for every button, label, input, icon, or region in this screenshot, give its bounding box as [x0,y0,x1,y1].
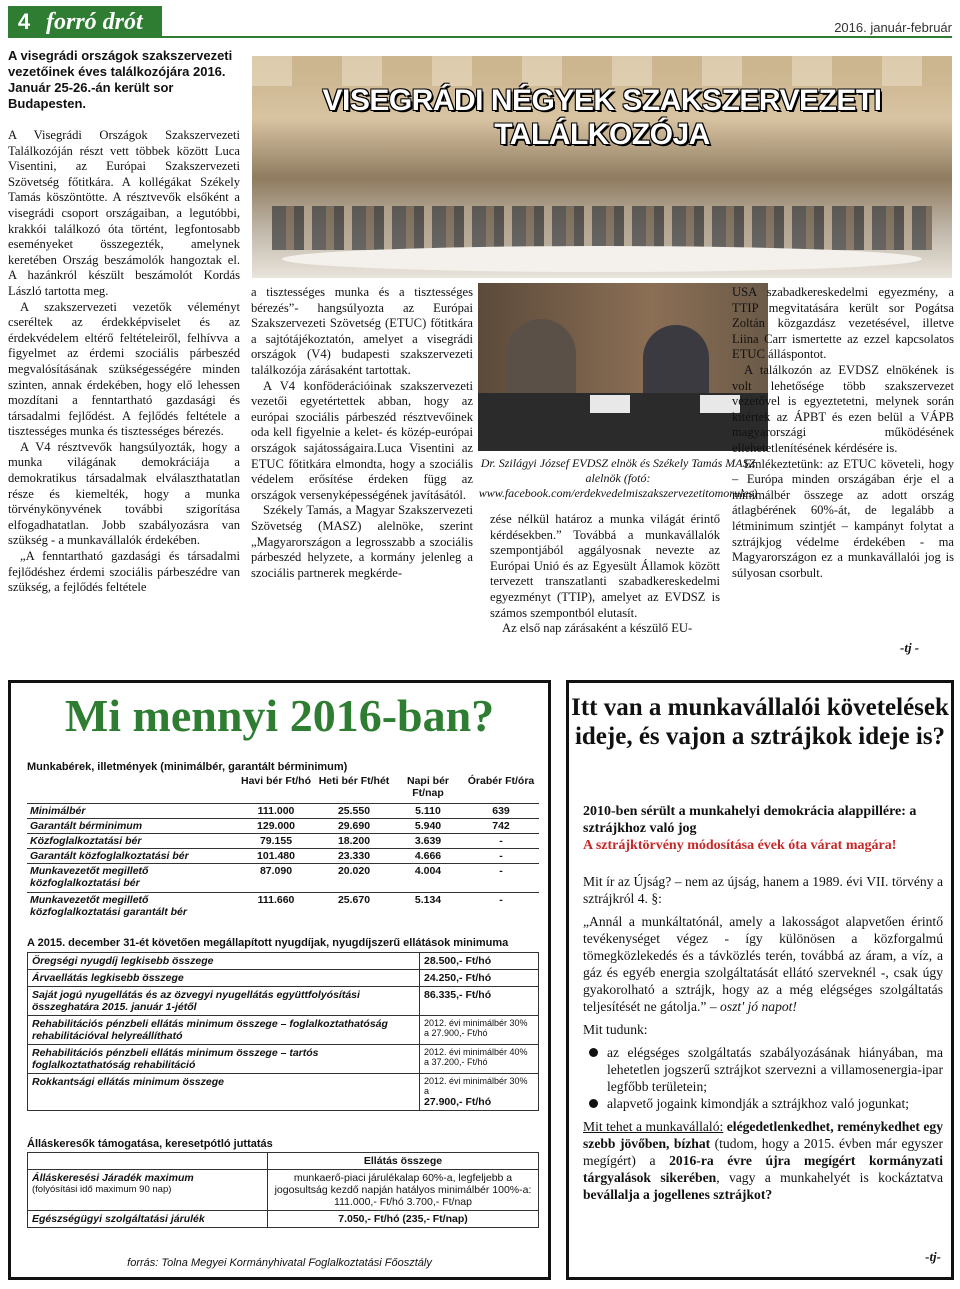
photo-caption: Dr. Szilágyi József EVDSZ elnök és Székely Tamás MASZ alelnök (fotó: www.facebook.com/erdekvedelmiszakszervezetitomorules) [478,456,758,500]
paragraph [583,1118,943,1203]
portrait-photo [478,283,768,451]
photo-lamps [252,56,952,86]
cell-value: 86.335,- Ft/hó [424,989,492,1001]
cell [420,953,538,969]
bold-text: bevállalja a jogellenes sztrájkot? [583,1187,773,1202]
pension-table-title: A 2015. december 31-ét követően megállapított nyugdíjak, nyugdíjszerű ellátások minimuma [27,937,509,949]
table-row [27,818,539,833]
text: , vagy a munkahelyét is kockáztatva [716,1170,943,1185]
paragraph: Mit ír az Újság? – nem az újság, hanem a 1989. évi VII. törvény a sztrájkról 4. §: [583,874,943,906]
meeting-photo [252,56,952,278]
paragraph: Mit tudunk: [583,1022,648,1037]
cell-value: 24.250,- Ft/hó [424,972,492,984]
wages-table-title: Munkabérek, illetmények (minimálbér, garantált bérminimum) [27,761,348,773]
cell [420,987,538,1015]
paragraph: Emlékeztetünk: az ETUC követeli, hogy – Európa minden országában érje el a minimálbér összege az adott ország átlagbérének 60%-át, de legalább a létminimum szintjét – kampányt folytat a sztrájkjog védelme érdekében - ma Magyarországon ez a munkavállalói jog is súlyosan csorbult. [732,456,954,580]
table-row [27,863,539,892]
underlined-text: Mit tehet a munkavállaló: [583,1119,724,1134]
quote-paragraph [583,913,943,1015]
subtitle-red: A sztrájktörvény módosítása évek óta várat magára! [583,838,897,853]
cell: 639 [492,805,510,817]
header-cell: Órabér Ft/óra [467,775,535,787]
article-column-4 [732,285,954,581]
cell: 23.330 [337,850,371,862]
cell-value: 27.900,- Ft/hó [424,1096,492,1108]
table-row [27,969,539,986]
cell: - [499,865,503,877]
strike-box [566,680,954,1280]
row-label: Munkavezetőt megillető közfoglalkoztatási garantált bér [30,894,187,918]
cell: munkaerő-piaci járulékalap 60%-a, legfeljebb a jogosultság kezdő napján hatályos minimálbér 100%-a: 111.000,- Ft/hó 3.700,- Ft/nap [274,1172,532,1208]
cell: 7.050,- Ft/hó (235,- Ft/nap) [338,1213,468,1225]
quote: „Annál a munkáltatónál, amely a lakosságot alapvetően érintő tevékenységet végez - így különösen a közforgalmú tömegközlekedés és a távközlés terén, továbbá az áram, a víz, a gáz és egyéb energia szolgáltatását ellátó szerveknél -, csak úgy gyakorolható a sztrájk, hogy az a még elégséges szolgáltatás teljesítését ne gátolja.” [583,914,943,1014]
quote-tail: – oszt' jó napot! [709,999,797,1014]
cell: 5.940 [414,820,442,832]
cell-note: 2012. évi minimálbér 30% a [424,1076,528,1096]
issue-date: 2016. január-február [834,20,952,35]
row-label-text: Álláskeresési Járadék maximum [32,1172,194,1184]
cell [420,1016,538,1044]
row-label: Minimálbér [30,805,86,817]
cell-note: 2012. évi minimálbér 30% a 27.900,- Ft/hó [424,1018,528,1038]
paragraph: A találkozón az EVDSZ elnökének is volt lehetősége több szakszervezet vezetővel is egyeztetetni, melynek során kitértek az ÁPBT és ezen belül a VÁPB magyarországi működésének ellehetetlenítésének kérdésére is. [732,362,954,455]
row-label: Saját jogú nyugellátás és az özvegyi nyugellátás együttfolyósítási összeghatára 2015. január 1-jétől [28,987,420,1015]
header-cell: Napi bér Ft/nap [406,775,449,799]
article-lead: A visegrádi országok szakszervezeti vezetőinek éves találkozójára 2016. Január 25-26.-án került sor Budapesten. [8,48,233,111]
row-label [28,1153,268,1169]
cell: 5.110 [415,805,441,817]
article-column-1 [8,128,240,596]
header-cell [27,775,237,803]
row-label: Rokkantsági ellátás minimum összege [28,1074,420,1110]
cell: 111.000 [257,805,295,817]
source-note: forrás: Tolna Megyei Kormányhivatal Foglalkoztatási Főosztály [127,1257,432,1269]
rates-title: Mi mennyi 2016-ban? [64,690,495,741]
row-label: Öregségi nyugdíj legkisebb összege [28,953,420,969]
row-sub: (folyósítási idő maximum 90 nap) [32,1184,172,1195]
pension-table [27,937,539,1111]
paragraph: A V4 konföderációinak szakszervezeti vezetői egyetértettek abban, hogy az európai szociális párbeszéd résztvevőinek oda kell figyelnie a kelet- és közép-európai országok sajátosságaira.Luca Visentini az ETUC főtitkára elmondta, hogy a szociális védelem erősítése érdeken függ az országok versenyképességének javításától. [251,378,473,502]
cell: 4.004 [414,865,442,877]
paragraph: a tisztességes munka és a tisztességes bérezés”- hangsúlyozta az Európai Szakszervezeti Szövetség (ETUC) főtitkára a sajtótájékoztatón, amelyet a visegrádi országok (V4) budapesti szakszervezeti találkozója zárásaként tartottak. [251,285,473,377]
cell-value: 28.500,- Ft/hó [424,955,492,967]
strike-title: Itt van a munkavállalói követelések ideje, és vajon a sztrájkok ideje is? [571,694,949,750]
cell: 742 [492,820,510,832]
strike-body [583,873,943,1209]
photo-participants [272,206,932,250]
cell: 101.480 [257,850,295,862]
table-row [27,986,539,1015]
photo-title: VISEGRÁDI NÉGYEK SZAKSZERVEZETI TALÁLKOZÓJA [322,84,882,151]
paragraph: A Visegrádi Országok Szakszervezeti Találkozóján részt vett többek között Luca Visentini, az Európai Szakszervezeti Szövetség főtitkára. A kollégákat Székely Tamás köszöntötte. A résztvevők elsőként a visegrádi csoport országaiban, a legutóbbi, krakkói találkozó óta történt, legfontosabb eseményeket összegezték, amelynek keretében Ország beszámolók hangoztak el. A hazánkról készült beszámolót Kordás László tartotta meg. [8,128,240,298]
box-signature: -tj- [925,1249,941,1264]
row-label: Rehabilitációs pénzbeli ellátás minimum összege – tartós foglalkoztathatóság rehabilitáció [28,1045,420,1073]
cell: 87.090 [259,865,293,877]
rates-box [8,680,551,1280]
photo-table [282,246,922,272]
table-row [27,848,539,863]
cell: 5.134 [414,894,442,906]
paragraph: USA szabadkereskedelmi egyezmény, a TTIP megvitatására került sor Pogátsa Zoltán közgazdász vezetésével, illetve Liina Carr ismertette az ezzel kapcsolatos ETUC álláspontot. [732,285,954,362]
article-column-2 [251,285,473,581]
bold-text: elégedetlenkedhet, reménykedhet egy szebb jövőben, bízhat [583,1119,943,1151]
row-label: Garantált közfoglalkoztatási bér [30,850,189,862]
cell [420,1045,538,1073]
cell [420,1074,538,1110]
page-number: 4 [8,6,40,38]
list-item-text: az elégséges szolgáltatás szabályozásának hiányában, ma lehetetlen jogszerű sztrájkot szervezni a villamosenergia-ipar legfőbb területein; [607,1045,943,1094]
table-row [28,1169,538,1210]
list-item-text: alapvető jogaink kimondják a sztrájkhoz való jogunkat; [607,1096,910,1111]
paragraph: „A fenntartható gazdasági és társadalmi fejlődéshez érdemi szociális párbeszédre van szükség, a fejlődés feltétele [8,549,240,595]
row-label: Garantált bérminimum [30,820,143,832]
table-row [27,803,539,818]
text: (tudom, hogy a 2015. évben már egyszer megígért) a [583,1136,943,1168]
jobseeker-table-title: Álláskeresők támogatása, keresetpótló juttatás [27,1138,273,1150]
paragraph: A V4 résztvevők hangsúlyozták, hogy a munka világának demokráciája a demokratikus társadalmak elválaszthatatlan része és kiemelték, hogy a munka törvénykönyvének további szigorítása elfogadhatatlan. Jobb szabályozásra van szükség - a munkavállalók érdekében. [8,439,240,548]
strike-subtitle [583,803,943,854]
row-label: Munkavezetőt megillető közfoglalkoztatási bér [30,865,149,889]
row-label: Közfoglalkoztatási bér [30,835,142,847]
cell-note: 2012. évi minimálbér 40% a 37.200,- Ft/hó [424,1047,528,1067]
cell: - [499,835,503,847]
table-row [28,1153,538,1169]
cell: 129.000 [257,820,295,832]
article-signature: -tj - [900,640,920,655]
bullet-icon [589,1099,598,1108]
paragraph: Az első nap zárásaként a készülő EU- [502,621,693,636]
table-row [27,1073,539,1111]
table-row [27,892,539,921]
bullet-icon [589,1048,598,1057]
table-row [27,952,539,969]
cell: - [499,894,503,906]
paragraph: Székely Tamás, a Magyar Szakszervezeti Szövetség (MASZ) alelnöke, szerint „Magyarországon a legrosszabb a szociális párbeszéd helyzete, a kormány jelenleg a szociális partnerek megkérde- [251,503,473,580]
name-card [590,395,630,413]
cell: 79.155 [259,835,293,847]
row-label [28,1170,268,1210]
article-column-3 [490,512,720,637]
cell: 29.690 [337,820,371,832]
wages-table [27,761,539,921]
wages-table-header [27,775,539,803]
cell [420,970,538,986]
row-label: Rehabilitációs pénzbeli ellátás minimum összege – foglalkoztathatóság rehabilitációval helyreállítható [28,1016,420,1044]
cell: 111.660 [257,894,295,906]
paragraph: A szakszervezeti vezetők véleményt cseréltek az érdekképviselet és az érdekvédelem eltérő feltételeiről, felhívva a figyelmet az érdemi szociális párbeszéd megvalósításának szükségességére minden szinten, annak érdekében, hogy elő lehessen mozdítani a fenntartható gazdasági és társadalmi fejlődést. A fejlődés feltétele a tisztességes munka és tisztességes bérezés. [8,299,240,439]
cell: 18.200 [337,835,371,847]
table-row [27,1015,539,1044]
masthead: forró drót [40,6,162,38]
cell: 3.639 [414,835,442,847]
paragraph: zése nélkül határoz a munka világát érintő kérdésekben.” Továbbá a munkavállalók szempontjából aggályosnak nevezte az Európai Unió és az Egyesült Államok között tervezett transzatlanti szabadkereskedelmi egyezményt (TTIP), amelyet az EVDSZ is számos szempontból elutasít. [490,512,720,620]
bold-text: 2016-ra évre újra megígért kormányzati tárgyalások sikerében [583,1153,943,1185]
header-cell: Havi bér Ft/hó [240,775,311,787]
cell: 4.666 [414,850,442,862]
row-label: Egészségügyi szolgáltatási járulék [28,1211,268,1227]
row-label: Árvaellátás legkisebb összege [28,970,420,986]
cell: 20.020 [337,865,371,877]
jobseeker-table [27,1138,539,1228]
cell: - [499,850,503,862]
cell: 25.670 [337,894,371,906]
table-row [27,1044,539,1073]
list-item [583,1044,943,1095]
page-header [0,0,960,42]
table-row [27,833,539,848]
table-row [28,1210,538,1227]
cell: 25.550 [337,805,371,817]
jobseeker-grid [27,1152,539,1228]
subtitle-black: 2010-ben sérült a munkahelyi demokrácia alappillére: a sztrájkhoz való jog [583,804,917,836]
bullet-list [583,1044,943,1112]
header-cell: Ellátás összege [363,1155,443,1167]
header-rule [162,36,952,38]
header-cell: Heti bér Ft/hét [318,775,390,787]
list-item [583,1095,943,1112]
